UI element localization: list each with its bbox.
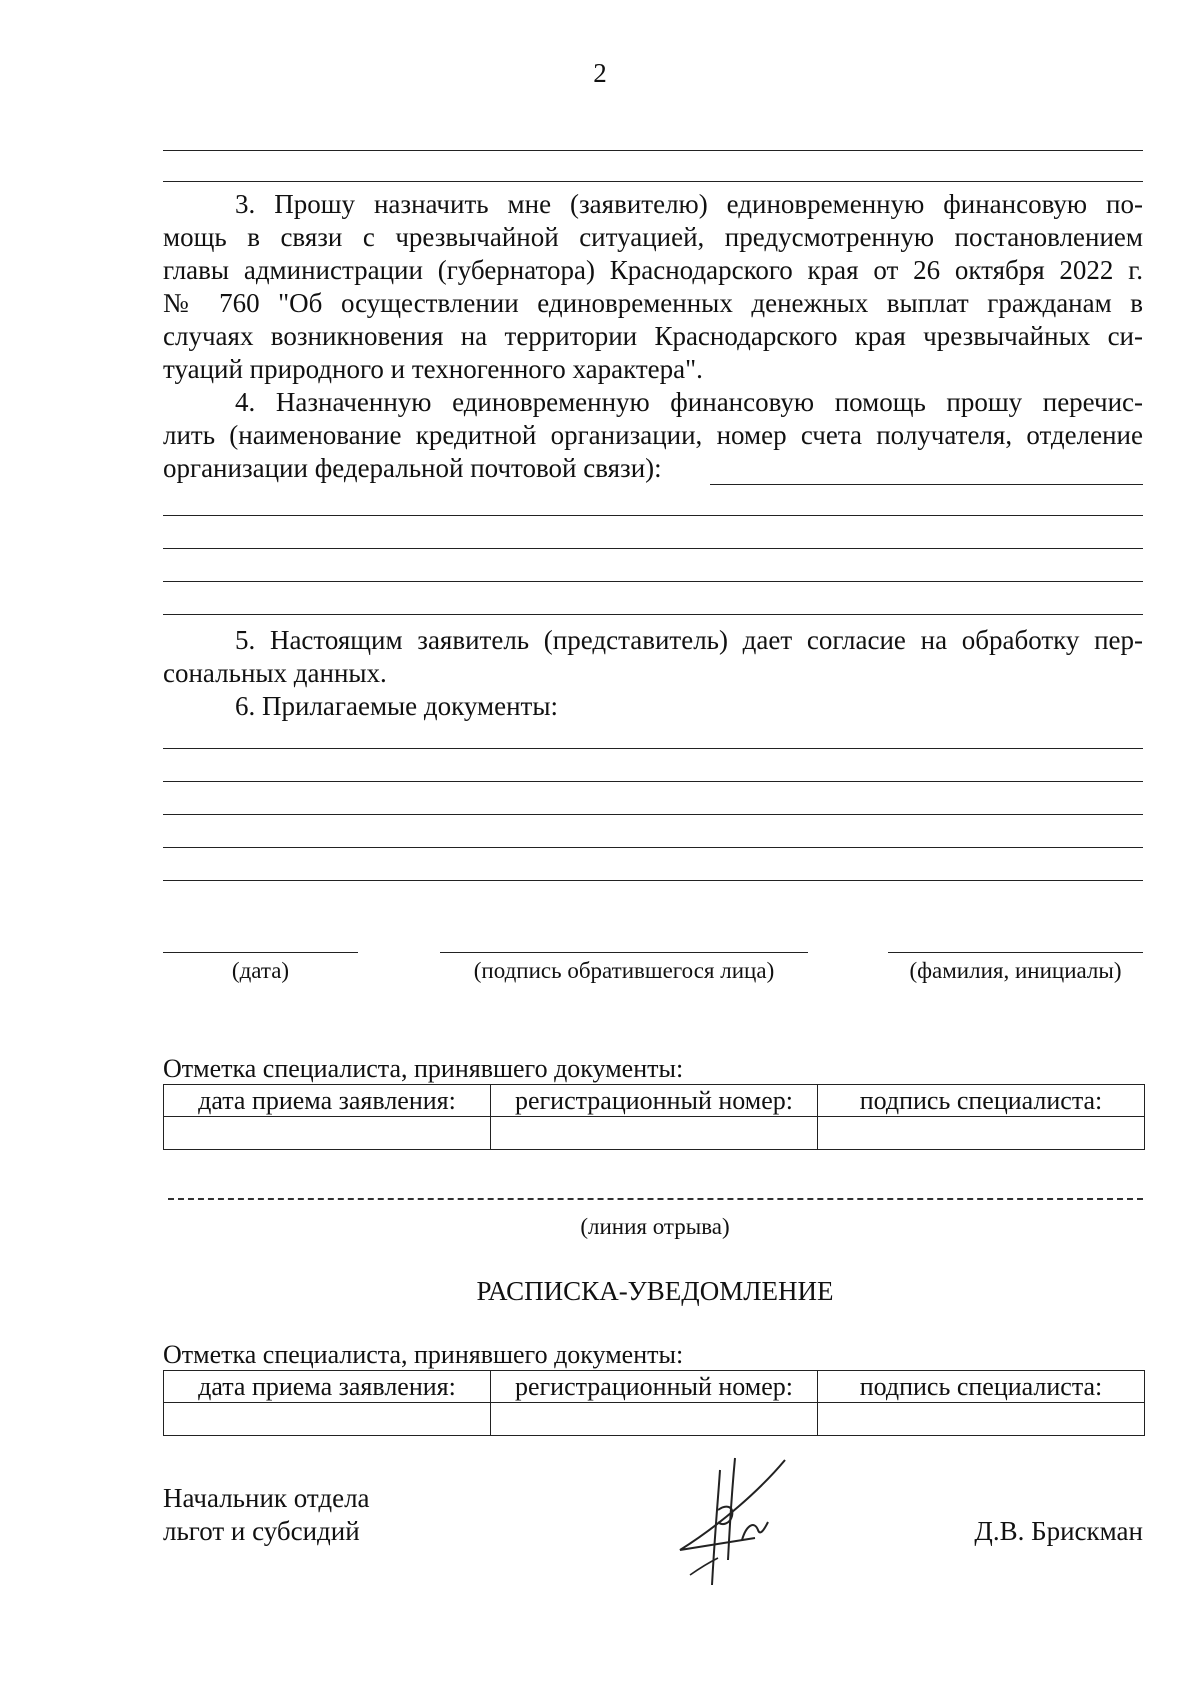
paragraph-3-line: мощь в связи с чрезвычайной ситуацией, предусмотренную постановлением — [163, 222, 1143, 252]
date-received-cell[interactable] — [164, 1403, 491, 1436]
handwritten-signature — [660, 1450, 800, 1590]
specialist-signature-cell[interactable] — [818, 1117, 1145, 1150]
paragraph-3-line: 3. Прошу назначить мне (заявителю) единовременную финансовую по- — [235, 189, 1143, 219]
paragraph-3-line: № 760 "Об осуществлении единовременных денежных выплат гражданам в — [163, 288, 1143, 318]
blank-line — [163, 181, 1143, 182]
blank-line — [163, 150, 1143, 151]
documents-line — [163, 847, 1143, 848]
name-caption: (фамилия, инициалы) — [909, 958, 1122, 983]
table-header-row — [164, 1371, 1145, 1403]
table-header-cell: подпись специалиста: — [818, 1085, 1145, 1117]
table-row — [164, 1403, 1145, 1436]
date-signature-line — [163, 952, 358, 953]
bank-details-line — [710, 484, 1143, 485]
page-number: 2 — [593, 58, 607, 88]
paragraph-4-line: лить (наименование кредитной организации, номер счета получателя, отделение — [163, 420, 1143, 450]
specialist-mark-table — [163, 1084, 1145, 1150]
documents-line — [163, 814, 1143, 815]
paragraph-3-line: главы администрации (губернатора) Краснодарского края от 26 октября 2022 г. — [163, 255, 1143, 285]
bank-details-line — [163, 515, 1143, 516]
receipt-title: РАСПИСКА-УВЕДОМЛЕНИЕ — [476, 1276, 834, 1306]
documents-line — [163, 781, 1143, 782]
applicant-signature-line — [440, 952, 808, 953]
signer-name: Д.В. Брискман — [974, 1516, 1143, 1546]
signature-caption: (подпись обратившегося лица) — [473, 958, 775, 983]
position-title-line: льгот и субсидий — [163, 1516, 360, 1546]
paragraph-5-line: 5. Настоящим заявитель (представитель) дает согласие на обработку пер- — [235, 625, 1143, 655]
tear-line — [168, 1198, 1143, 1200]
documents-line — [163, 748, 1143, 749]
bank-details-line — [163, 548, 1143, 549]
position-title-line: Начальник отдела — [163, 1483, 370, 1513]
table-header-cell: дата приема заявления: — [164, 1085, 491, 1117]
table-header-row — [164, 1085, 1145, 1117]
table-row — [164, 1117, 1145, 1150]
documents-line — [163, 880, 1143, 881]
tear-line-caption: (линия отрыва) — [580, 1214, 730, 1239]
table-header-cell: регистрационный номер: — [491, 1085, 818, 1117]
receipt-heading: Отметка специалиста, принявшего документы: — [163, 1340, 684, 1369]
date-caption: (дата) — [231, 958, 290, 983]
registration-number-cell[interactable] — [491, 1117, 818, 1150]
receipt-table — [163, 1370, 1145, 1436]
paragraph-3-line: случаях возникновения на территории Краснодарского края чрезвычайных си- — [163, 321, 1143, 351]
table-header-cell: регистрационный номер: — [491, 1371, 818, 1403]
name-signature-line — [888, 952, 1143, 953]
paragraph-4-line: 4. Назначенную единовременную финансовую помощь прошу перечис- — [235, 387, 1143, 417]
registration-number-cell[interactable] — [491, 1403, 818, 1436]
table-header-cell: дата приема заявления: — [164, 1371, 491, 1403]
date-received-cell[interactable] — [164, 1117, 491, 1150]
bank-details-line — [163, 614, 1143, 615]
bank-details-line — [163, 581, 1143, 582]
paragraph-5-line: сональных данных. — [163, 658, 387, 688]
specialist-mark-heading: Отметка специалиста, принявшего документы: — [163, 1054, 684, 1083]
specialist-signature-cell[interactable] — [818, 1403, 1145, 1436]
paragraph-6-line: 6. Прилагаемые документы: — [235, 691, 558, 721]
paragraph-3-line: туаций природного и техногенного характера". — [163, 354, 703, 384]
paragraph-4-line: организации федеральной почтовой связи): — [163, 453, 662, 483]
table-header-cell: подпись специалиста: — [818, 1371, 1145, 1403]
